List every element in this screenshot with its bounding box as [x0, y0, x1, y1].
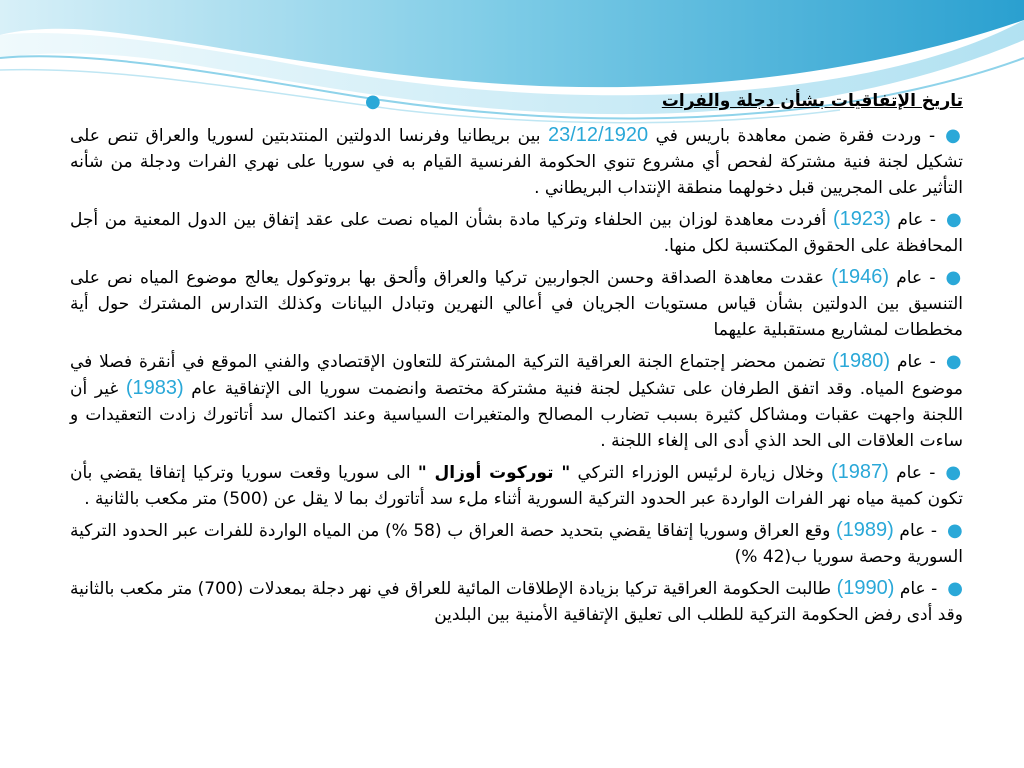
list-item: ●- وردت فقرة ضمن معاهدة باريس في 23/12/1920 بين بريطانيا وفرنسا الدولتين المنتدبتين لسوريا والعراق تنص على تشكيل لجنة فنية مشتركة لفحص أي مشروع تنوي الحكومة الفرنسية القيام به في سوريا على نهري الفرات ودجلة من شأنه التأثير على المجريين قبل دخولهما منطقة الإنتداب البريطاني . [70, 124, 963, 198]
list-item: ●- عام (1980) تضمن محضر إجتماع الجنة العراقية التركية المشتركة للتعاون الإقتصادي والفني الموقع في أنقرة فصلا في موضوع المياه. وقد اتفق الطرفان على تشكيل لجنة فنية مشتركة مختصة وانضمت سوريا الى الإتفاقية عام (1983) غير أن اللجنة واجهت عقبات ومشاكل كثيرة بسبب تضارب المصالح والمتغيرات السياسية وعند اكتمال سد أتاتورك زادت التعقيدات و ساءت العلاقات الى الحد الذي أدى الى إلغاء اللجنة . [70, 350, 963, 451]
year-highlight: (1923) [832, 208, 891, 230]
bullet-icon: ● [945, 351, 963, 372]
bullet-icon: ● [947, 520, 963, 541]
date-highlight: 23/12/1920 [548, 124, 649, 146]
person-name: " توركوت أوزال " [417, 463, 571, 483]
year-highlight: (1989) [835, 519, 894, 541]
bullet-icon: ● [945, 462, 964, 483]
list-item: ●- عام (1923) أفردت معاهدة لوزان بين الحلفاء وتركيا مادة بشأن المياه نصت على عقد إتفاق بين الدول المعنية من أجل المحافظة على الحقوق المكتسبة لكل منها. [70, 208, 963, 256]
bullet-icon: ● [947, 578, 963, 599]
title-row [70, 88, 963, 122]
list-item: ●- عام (1946) عقدت معاهدة الصداقة وحسن الجواربين تركيا والعراق وألحق بها بروتوكول يعالج موضوع المياه نص على التنسيق بين الدولتين بشأن قياس مستويات الجريان في أعالي النهرين وتبادل البيانات وكذلك التدارس المشترك حول أية مخططات لمشاريع مستقبلية عليهما [70, 266, 963, 340]
year-highlight: (1990) [836, 577, 895, 599]
bullet-icon: ● [365, 91, 381, 112]
year-highlight: (1987) [831, 461, 889, 483]
list-item: ●- عام (1989) وقع العراق وسوريا إتفاقا يقضي بتحديد حصة العراق ب (58 %) من المياه الواردة للفرات عبر الحدود التركية السورية وحصة سوريا ب(42 %) [70, 519, 963, 567]
list-item: ●- عام (1987) وخلال زيارة لرئيس الوزراء التركي " توركوت أوزال " الى سوريا وقعت سوريا وتركيا إتفاقا يقضي بأن تكون كمية مياه نهر الفرات الواردة عبر الحدود التركية السورية أثناء ملء سد أتاتورك بما لا يقل عن (500) متر مكعب بالثانية . [70, 461, 964, 509]
slide-title: تاريخ الإتفاقيات بشأن دجلة والفرات [661, 91, 963, 111]
bullet-icon: ● [945, 125, 963, 146]
slide-content [70, 88, 963, 633]
bullet-icon: ● [945, 267, 963, 288]
year-highlight: (1983) [125, 377, 184, 399]
year-highlight: (1946) [831, 266, 890, 288]
year-highlight: (1980) [832, 350, 891, 372]
list-item: ●- عام (1990) طالبت الحكومة العراقية تركيا بزيادة الإطلاقات المائية للعراق في نهر دجلة بمعدلات (700) متر مكعب بالثانية وقد أدى رفض الحكومة التركية للطلب الى تعليق الإتفاقية الأمنية بين البلدين [70, 577, 963, 625]
bullet-icon: ● [946, 209, 963, 230]
